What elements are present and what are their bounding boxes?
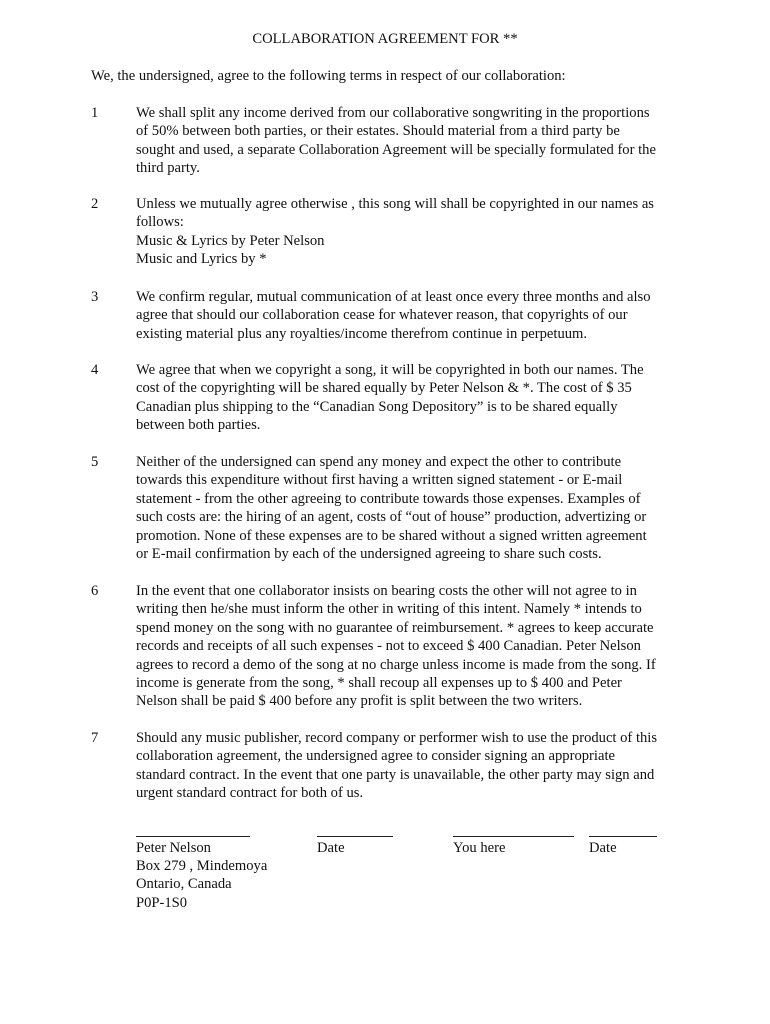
clause-line: urgent standard contract for both of us. [136,785,364,802]
clause-text [136,288,684,343]
clause-line: Should any music publisher, record company or performer wish to use the product of this [136,730,658,746]
clause-line: agree that should our collaboration cease for whatever reason, that copyrights of our [136,307,628,324]
address-line: Ontario, Canada [136,876,232,893]
clause-line: third party. [136,160,200,177]
clause-line: follows: [136,214,184,231]
address-line: P0P-1S0 [136,894,188,911]
clause-line: In the event that one collaborator insists on bearing costs the other will not agree to in [136,583,637,599]
clause-number: 1 [91,105,99,121]
clause-number: 6 [91,583,99,599]
clause-line: Unless we mutually agree otherwise , this song will shall be copyrighted in our names as [136,196,654,212]
clause-number: 3 [91,289,99,305]
clause-line: of 50% between both parties, or their estates. Should material from a third party be [136,123,620,140]
clause-number: 5 [91,454,99,470]
clause-text [136,453,684,563]
clause-line: Music & Lyrics by Peter Nelson [136,232,325,249]
clause-line: spend money on the song with no guarantee of reimbursement. * agrees to keep accurate [136,619,654,636]
clause-line: agrees to record a demo of the song at no charge unless income is made from the song. If [136,656,656,673]
signature-line-you [453,836,574,837]
clause-line: such costs are: the hiring of an agent, costs of “out of house” production, advertizing or [136,509,647,526]
clause-line: promotion. None of these expenses are to be shared without a signed written agreement [136,527,647,544]
clause-line: We shall split any income derived from our collaborative songwriting in the proportions [136,105,650,121]
clause-line: We agree that when we copyright a song, it will be copyrighted in both our names. The [136,362,644,378]
document-title: COLLABORATION AGREEMENT FOR ** [252,31,518,47]
clause-number: 4 [91,362,99,378]
clause-line: Neither of the undersigned can spend any money and expect the other to contribute [136,454,622,470]
clause-text [136,361,684,435]
clause-line: cost of the copyrighting will be shared equally by Peter Nelson & *. The cost of $ 35 [136,380,632,397]
clause-line: statement - from the other agreeing to contribute towards those expenses. Examples of [136,490,641,507]
address-line: Box 279 , Mindemoya [136,858,268,874]
date-line-you [589,836,657,837]
clause-number: 7 [91,730,99,746]
clause-line: sought and used, a separate Collaboration Agreement will be specially formulated for the [136,141,656,158]
clause-line: writing then he/she must inform the other in writing of this intent. Namely * intends to [136,601,642,618]
clause-line: towards this expenditure without first having a written signed statement - or E-mail [136,472,623,489]
clause-line: or E-mail confirmation by each of the undersigned agreeing to share such costs. [136,546,602,563]
clause-number: 2 [91,196,99,212]
clause-line: between both parties. [136,417,261,434]
clause-text [136,104,684,178]
signatory-name-you: You here [453,840,506,856]
clause-line: collaboration agreement, the undersigned agree to consider signing an appropriate [136,748,615,765]
signature-line-peter [136,836,250,837]
date-label-you: Date [589,840,617,856]
clause-line: Canadian plus shipping to the “Canadian Song Depository” is to be shared equally [136,398,618,415]
clause-line: We confirm regular, mutual communication of at least once every three months and also [136,289,651,305]
signatory-name-peter: Peter Nelson [136,840,211,856]
clause-line: Nelson shall be paid $ 400 before any profit is split between the two writers. [136,693,583,710]
date-line-peter [317,836,393,837]
clause-line: existing material plus any royalties/income therefrom continue in perpetuum. [136,325,588,342]
address-block [136,857,267,912]
date-label-peter: Date [317,840,345,856]
clause-line: income is generate from the song, * shall recoup all expenses up to $ 400 and Peter [136,675,622,692]
clause-text [136,729,684,803]
clause-text [136,195,684,269]
clause-text [136,582,684,711]
clause-line: Music and Lyrics by * [136,251,267,268]
intro-paragraph: We, the undersigned, agree to the following terms in respect of our collaboration: [91,68,566,84]
clause-line: standard contract. In the event that one party is unavailable, the other party may sign and [136,766,655,783]
clause-line: records and receipts of all such expenses - not to exceed $ 400 Canadian. Peter Nelson [136,638,641,655]
